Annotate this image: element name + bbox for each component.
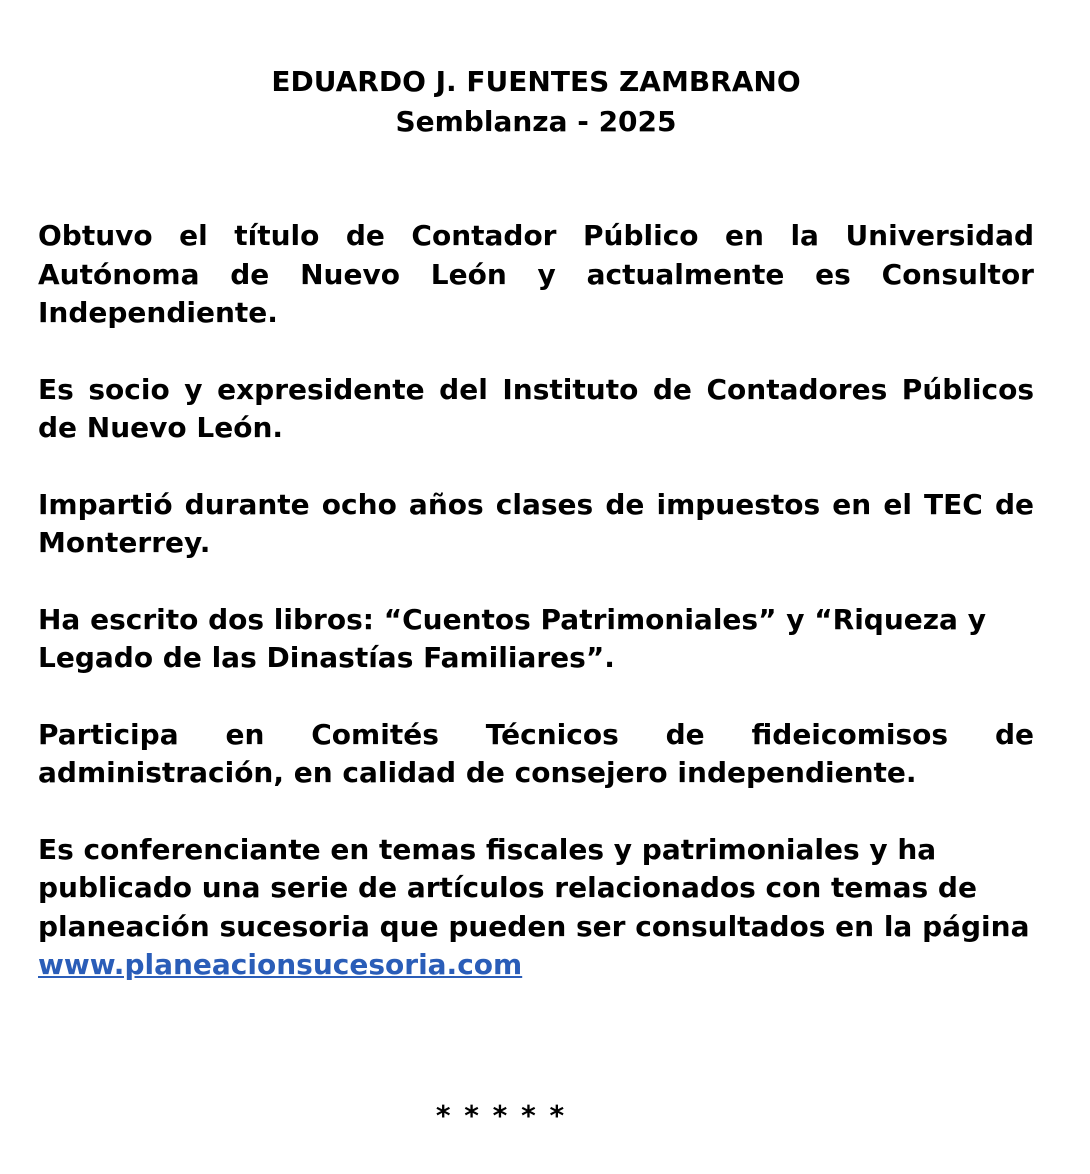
document-body <box>38 217 1034 1023</box>
paragraph-teaching: Impartió durante ocho años clases de impuestos en el TEC de Monterrey. <box>38 487 1034 559</box>
paragraph-education: Obtuvo el título de Contador Público en la Universidad Autónoma de Nuevo León y actualmente es Consultor Independiente. <box>38 219 1034 329</box>
paragraph-books: Ha escrito dos libros: “Cuentos Patrimoniales” y “Riqueza y Legado de las Dinastías Familiares”. <box>38 602 986 674</box>
paragraph-conferences <box>38 831 1034 985</box>
paragraph-institute: Es socio y expresidente del Instituto de Contadores Públicos de Nuevo León. <box>38 372 1034 444</box>
paragraph-conferences-text: Es conferenciante en temas fiscales y patrimoniales y ha publicado una serie de artículos relacionados con temas de planeación sucesoria que pueden ser consultados en la página <box>38 832 1030 943</box>
website-link[interactable]: www.planeacionsucesoria.com <box>38 948 523 981</box>
document-header <box>0 62 1072 142</box>
paragraph-committees: Participa en Comités Técnicos de fideicomisos de administración, en calidad de consejero independiente. <box>38 717 1034 789</box>
author-name: EDUARDO J. FUENTES ZAMBRANO <box>271 65 801 98</box>
document-subtitle: Semblanza - 2025 <box>395 105 677 138</box>
footer-stars: * * * * * <box>435 1099 567 1132</box>
